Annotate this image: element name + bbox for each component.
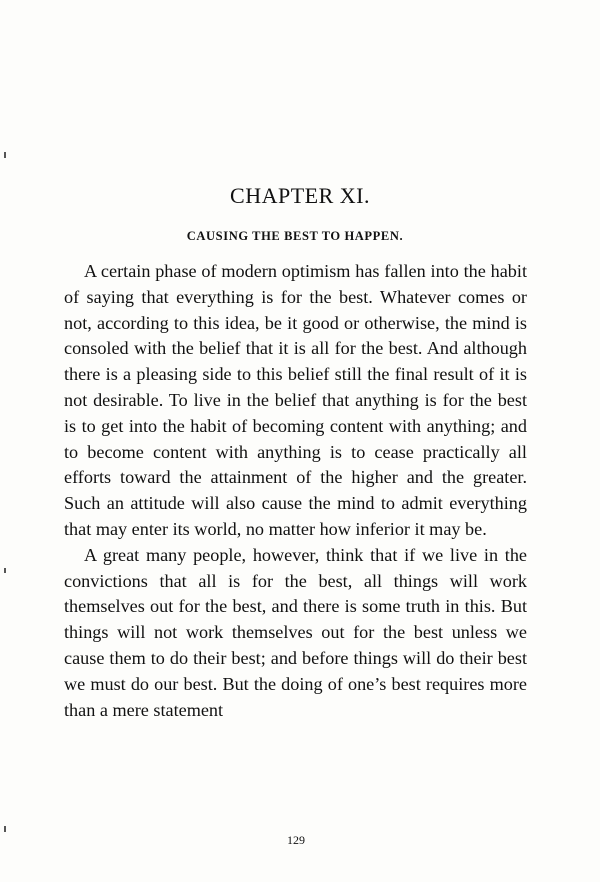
paragraph: A certain phase of modern optimism has fallen into the habit of saying that everything is for the best. Whatever comes or not, according to this idea, be it good or otherwise, the mind is consoled with the belief that it is all for the best. And although there is a pleasing side to this belief still the final result of it is not desirable. To live in the belief that anything is for the best is to get into the habit of becoming content with anything; and to become content with anything is to cease practically all efforts toward the attainment of the higher and the greater. Such an attitude will also cause the mind to admit everything that may enter its world, no matter how inferior it may be. <box>64 261 527 539</box>
scan-edge-mark <box>4 152 6 158</box>
chapter-title: CHAPTER XI. <box>230 183 370 208</box>
scan-edge-mark <box>4 826 6 832</box>
chapter-subtitle: CAUSING THE BEST TO HAPPEN. <box>186 229 404 243</box>
scan-edge-mark <box>4 568 6 573</box>
paragraph: A great many people, however, think that if we live in the convictions that all is for the best, all things will work themselves out for the best, and there is some truth in this. But things will not work themselves out for the best unless we cause them to do their best; and before things will do their best we must do our best. But the doing of one’s best requires more than a mere statement <box>64 544 527 720</box>
page-number: 129 <box>287 833 305 847</box>
body-text <box>64 259 527 723</box>
